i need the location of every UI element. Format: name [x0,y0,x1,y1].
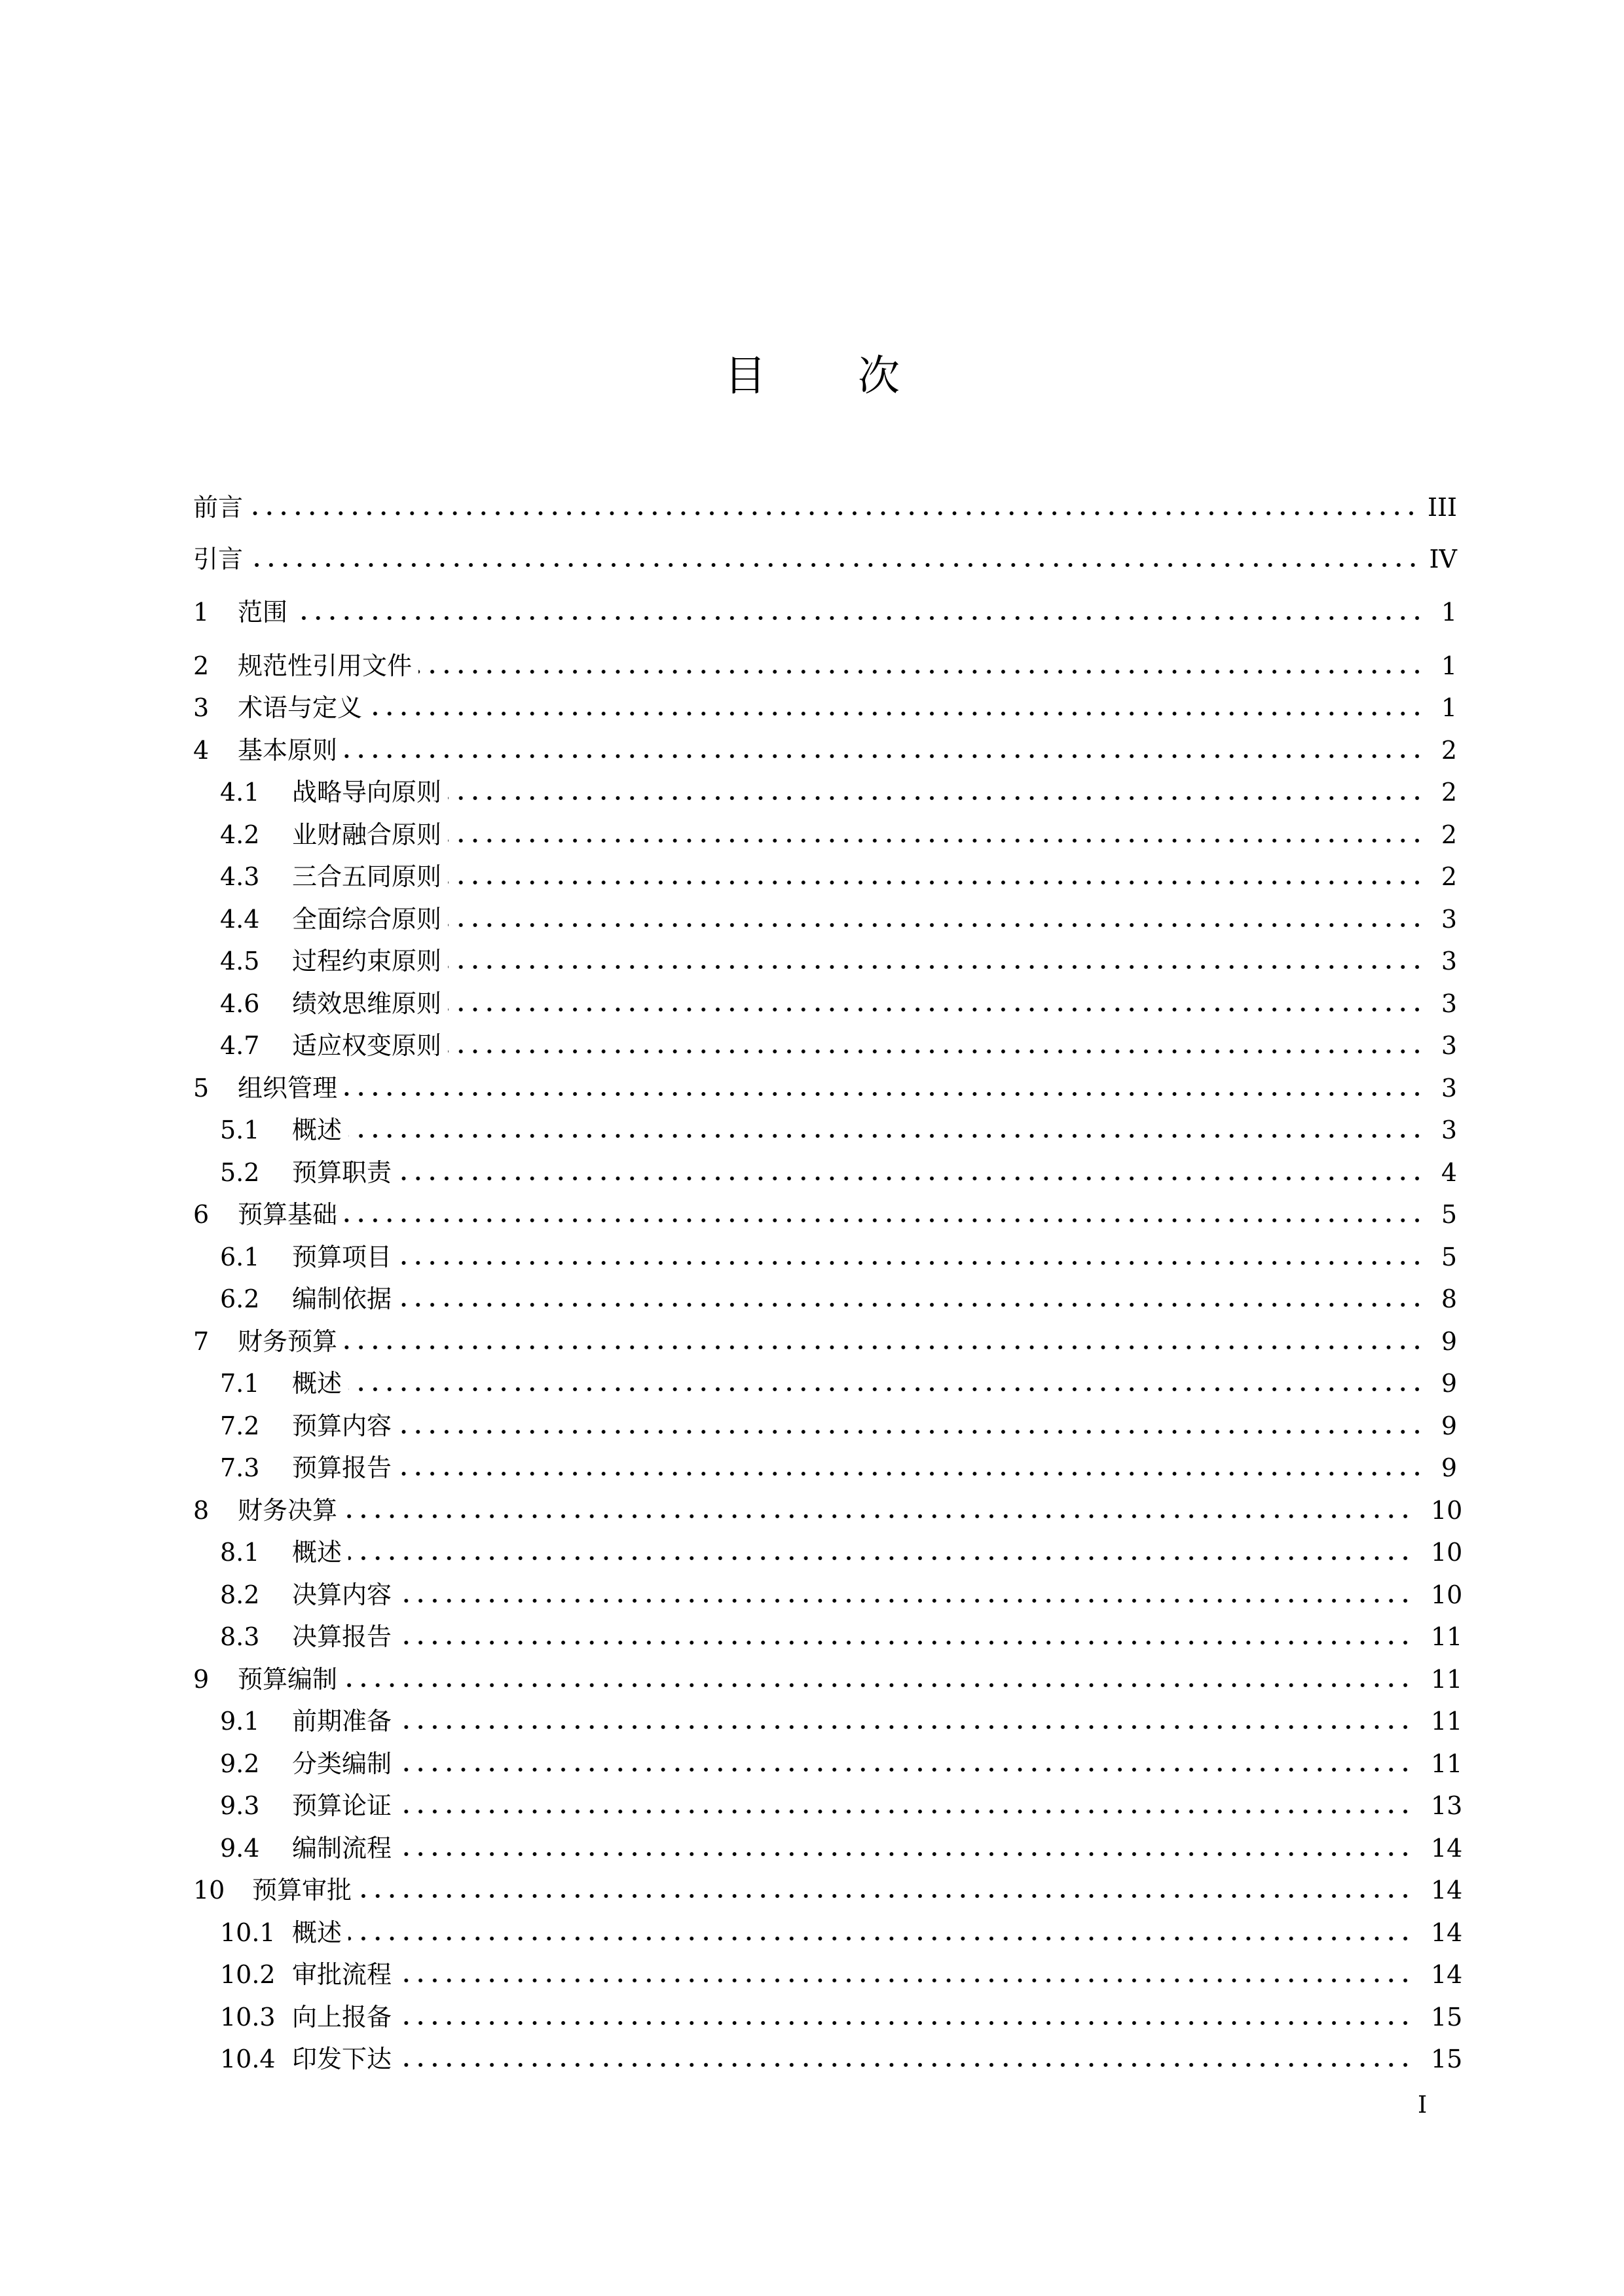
toc-entry-9-3[interactable] [220,1786,1463,1825]
dot-leader [398,1786,1412,1825]
dot-leader [369,688,1424,727]
toc-entry-number: 6.2 [220,1285,260,1313]
dot-leader [348,1913,1412,1952]
toc-entry-label: 规范性引用文件 [238,651,413,680]
dot-leader [448,773,1424,812]
title-char-1: 目 [724,352,858,401]
toc-entry-label: 概述 [292,1369,342,1398]
toc-entry-page: 1 [1441,598,1457,627]
dot-leader [249,488,1418,527]
toc-entry-page: 5 [1441,1200,1457,1229]
toc-entry-number: 5 [193,1074,210,1102]
toc-entry-number: 8 [193,1496,210,1525]
toc-entry-page: 9 [1441,1369,1457,1398]
toc-entry-page: 1 [1441,651,1457,680]
toc-entry-page: 9 [1441,1412,1457,1440]
dot-leader [448,815,1424,854]
toc-entry-page: 5 [1441,1243,1457,1271]
toc-entry-9-2[interactable] [220,1744,1463,1783]
dot-leader [344,1660,1412,1699]
toc-entry-label: 预算报告 [292,1453,392,1482]
toc-entry-9[interactable] [193,1660,1463,1699]
toc-entry-page: IV [1429,545,1457,574]
dot-leader [344,1491,1412,1530]
toc-entry-10[interactable] [193,1870,1463,1910]
toc-entry-1[interactable] [193,592,1457,632]
dot-leader [398,1744,1412,1783]
toc-entry-6[interactable] [193,1195,1457,1234]
toc-entry-label: 范围 [238,598,288,627]
toc-entry-number: 10 [193,1876,225,1904]
toc-entry-page: 13 [1431,1791,1463,1820]
toc-entry-label: 财务预算 [238,1327,338,1356]
toc-entry-10-4[interactable] [220,2039,1463,2079]
toc-entry-page: 11 [1431,1707,1463,1736]
toc-entry-number: 10.4 [220,2045,276,2073]
toc-entry-number: 4.7 [220,1031,260,1060]
toc-entry-number: 4.6 [220,989,260,1018]
toc-entry-9-4[interactable] [220,1829,1463,1868]
toc-entry-label: 前言 [193,493,244,522]
toc-entry-page: III [1427,493,1457,522]
toc-entry-number: 8.3 [220,1622,260,1651]
toc-entry-number: 10.3 [220,2003,276,2032]
toc-entry-label: 决算内容 [292,1580,392,1609]
toc-entry-label: 审批流程 [292,1960,392,1989]
toc-entry-number: 9.4 [220,1834,260,1863]
toc-entry-page: 14 [1431,1918,1463,1947]
toc-entry-4[interactable] [193,731,1457,770]
toc-entry-number: 7.2 [220,1412,260,1440]
toc-entry-page: 14 [1431,1834,1463,1863]
toc-entry-5-1[interactable] [220,1110,1457,1150]
dot-leader [358,1870,1412,1910]
toc-entry-page: 11 [1431,1665,1463,1694]
toc-entry-label: 预算编制 [238,1665,338,1694]
toc-entry-number: 4.1 [220,778,260,807]
toc-entry-4-6[interactable] [220,984,1457,1023]
toc-entry-page: 3 [1441,1031,1457,1060]
toc-entry-label: 编制流程 [292,1834,392,1863]
toc-entry-8-3[interactable] [220,1617,1463,1656]
toc-entry-page: 3 [1441,905,1457,934]
toc-entry-label: 编制依据 [292,1285,392,1313]
toc-entry-number: 7 [193,1327,210,1356]
toc-entry-2[interactable] [193,646,1457,685]
dot-leader [398,1279,1424,1319]
toc-entry-page: 14 [1431,1960,1463,1989]
toc-entry-page: 14 [1431,1876,1463,1904]
dot-leader [448,900,1424,939]
toc-entry-8-1[interactable] [220,1533,1463,1572]
toc-entry-page: 2 [1441,736,1457,765]
toc-entry-8[interactable] [193,1491,1463,1530]
toc-entry-number: 5.1 [220,1116,260,1144]
dot-leader [348,1533,1412,1572]
toc-entry-7-2[interactable] [220,1406,1457,1446]
dot-leader [348,1110,1424,1150]
toc-entry-page: 9 [1441,1327,1457,1356]
toc-entry-label: 前期准备 [292,1707,392,1736]
dot-leader [448,984,1424,1023]
toc-entry-number: 10.2 [220,1960,276,1989]
dot-leader [348,1364,1424,1403]
dot-leader [249,539,1420,579]
toc-entry-page: 10 [1431,1496,1463,1525]
toc-entry-label: 概述 [292,1116,342,1144]
toc-entry-page: 15 [1431,2003,1463,2032]
dot-leader [418,646,1424,685]
toc-entry-number: 9.2 [220,1749,260,1778]
title-char-2: 次 [858,352,991,401]
toc-entry-number: 4.2 [220,820,260,849]
toc-entry-page: 1 [1441,693,1457,722]
toc-entry-number: 2 [193,651,210,680]
toc-entry-number: 7.3 [220,1453,260,1482]
toc-entry-label: 基本原则 [238,736,338,765]
dot-leader [398,1955,1412,1994]
dot-leader [344,1195,1424,1234]
toc-entry-page: 3 [1441,989,1457,1018]
dot-leader [448,941,1424,981]
toc-entry-label: 组织管理 [238,1074,338,1102]
dot-leader [398,2039,1412,2079]
toc-entry-label: 概述 [292,1918,342,1947]
toc-entry-3[interactable] [193,688,1457,727]
toc-entry-4-5[interactable] [220,941,1457,981]
toc-entry-label: 财务决算 [238,1496,338,1525]
toc-entry-page: 11 [1431,1622,1463,1651]
toc-entry-page: 3 [1441,947,1457,975]
dot-leader [448,1026,1424,1065]
toc-entry-4-4[interactable] [220,900,1457,939]
toc-entry-9-1[interactable] [220,1702,1463,1741]
toc-entry-number: 7.1 [220,1369,260,1398]
toc-entry-number: 10.1 [220,1918,276,1947]
dot-leader [398,1997,1412,2037]
toc-entry-4-3[interactable] [220,857,1457,896]
toc-entry-4-7[interactable] [220,1026,1457,1065]
toc-entry-number: 9 [193,1665,210,1694]
toc-entry-page: 10 [1431,1538,1463,1567]
toc-entry-number: 9.3 [220,1791,260,1820]
toc-entry-label: 适应权变原则 [292,1031,442,1060]
toc-entry-number: 4 [193,736,210,765]
toc-entry-page: 2 [1441,820,1457,849]
toc-entry-label: 预算项目 [292,1243,392,1271]
page-title [0,350,1624,403]
dot-leader [398,1406,1424,1446]
toc-entry-7-3[interactable] [220,1448,1457,1487]
toc-entry-page: 2 [1441,862,1457,891]
toc-entry-label: 预算职责 [292,1158,392,1187]
toc-entry-label: 全面综合原则 [292,905,442,934]
toc-entry-number: 5.2 [220,1158,260,1187]
toc-entry-6-1[interactable] [220,1237,1457,1277]
dot-leader [398,1237,1424,1277]
toc-entry-5[interactable] [193,1068,1457,1108]
toc-entry-number: 9.1 [220,1707,260,1736]
dot-leader [344,1322,1424,1361]
toc-entry-label: 分类编制 [292,1749,392,1778]
toc-entry-label: 过程约束原则 [292,947,442,975]
toc-entry-front-1[interactable] [193,539,1457,579]
toc-entry-number: 8.1 [220,1538,260,1567]
toc-entry-label: 引言 [193,545,244,574]
dot-leader [294,592,1424,632]
toc-entry-label: 预算基础 [238,1200,338,1229]
toc-entry-10-3[interactable] [220,1997,1463,2037]
dot-leader [344,1068,1424,1108]
toc-entry-page: 10 [1431,1580,1463,1609]
dot-leader [344,731,1424,770]
toc-entry-number: 1 [193,598,210,627]
toc-entry-number: 4.3 [220,862,260,891]
toc-entry-page: 8 [1441,1285,1457,1313]
toc-entry-number: 3 [193,693,210,722]
toc-entry-label: 向上报备 [292,2003,392,2032]
toc-entry-number: 4.4 [220,905,260,934]
dot-leader [398,1153,1424,1192]
toc-entry-8-2[interactable] [220,1575,1463,1614]
toc-entry-page: 9 [1441,1453,1457,1482]
toc-entry-label: 术语与定义 [238,693,363,722]
dot-leader [398,1575,1412,1614]
toc-entry-label: 三合五同原则 [292,862,442,891]
toc-entry-label: 绩效思维原则 [292,989,442,1018]
toc-entry-page: 11 [1431,1749,1463,1778]
toc-entry-label: 预算审批 [252,1876,352,1904]
toc-entry-page: 2 [1441,778,1457,807]
toc-entry-label: 业财融合原则 [292,820,442,849]
toc-entry-number: 6 [193,1200,210,1229]
dot-leader [398,1702,1412,1741]
toc-entry-6-2[interactable] [220,1279,1457,1319]
toc-entry-4-1[interactable] [220,773,1457,812]
toc-entry-number: 4.5 [220,947,260,975]
toc-entry-4-2[interactable] [220,815,1457,854]
toc-entry-page: 4 [1441,1158,1457,1187]
toc-entry-label: 战略导向原则 [292,778,442,807]
page-number: I [1418,2092,1428,2119]
toc-entry-label: 概述 [292,1538,342,1567]
dot-leader [448,857,1424,896]
dot-leader [398,1829,1412,1868]
toc-entry-page: 3 [1441,1074,1457,1102]
toc-entry-label: 预算内容 [292,1412,392,1440]
toc-entry-front-0[interactable] [193,488,1457,527]
toc-entry-7[interactable] [193,1322,1457,1361]
toc-entry-10-2[interactable] [220,1955,1463,1994]
toc-entry-label: 决算报告 [292,1622,392,1651]
toc-entry-label: 预算论证 [292,1791,392,1820]
toc-entry-number: 8.2 [220,1580,260,1609]
toc-entry-page: 3 [1441,1116,1457,1144]
dot-leader [398,1448,1424,1487]
toc-entry-label: 印发下达 [292,2045,392,2073]
toc-entry-10-1[interactable] [220,1913,1463,1952]
dot-leader [398,1617,1412,1656]
toc-entry-7-1[interactable] [220,1364,1457,1403]
toc-entry-page: 15 [1431,2045,1463,2073]
toc-entry-number: 6.1 [220,1243,260,1271]
toc-entry-5-2[interactable] [220,1153,1457,1192]
